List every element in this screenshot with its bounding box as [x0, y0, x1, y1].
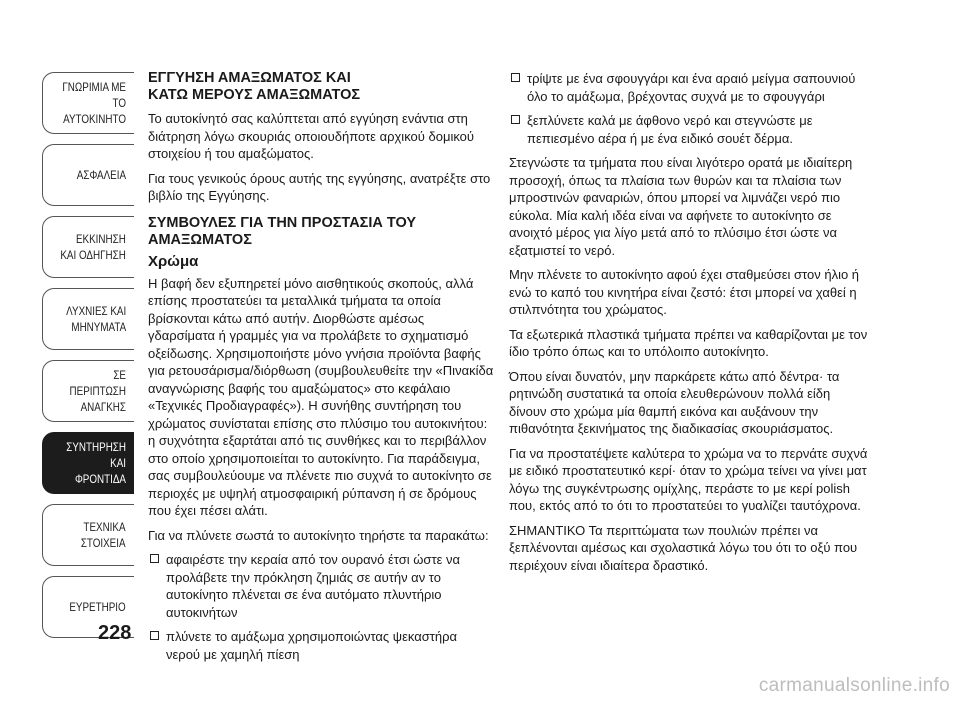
- checkbox-bullet-icon: [150, 554, 159, 563]
- tab-label: ΕΚΚΙΝΗΣΗ ΚΑΙ ΟΔΗΓΗΣΗ: [60, 232, 126, 262]
- paragraph: Το αυτοκίνητό σας καλύπτεται από εγγύηση ενάντια στη διάτρηση λόγω σκουριάς οποιουδήποτε αρχικού δομικού στοιχείου ή του αμαξώματος.: [148, 111, 475, 161]
- section-heading-protection: ΣΥΜΒΟΥΛΕΣ ΓΙΑ ΤΗΝ ΠΡΟΣΤΑΣΙΑ ΤΟΥ ΑΜΑΞΩΜΑΤΟΣ: [148, 214, 417, 248]
- paragraph: Τα εξωτερικά πλαστικά τμήματα πρέπει να καθαρίζονται με τον ίδιο τρόπο όπως και το υπόλοιπο αυτοκίνητο.: [509, 326, 868, 359]
- checkbox-bullet-icon: [511, 115, 520, 124]
- paragraph: Για τους γενικούς όρους αυτής της εγγύησης, ανατρέξτε στο βιβλίο της Εγγύησης.: [148, 170, 491, 203]
- tab-label: ΣΥΝΤΗΡΗΣΗ ΚΑΙ ΦΡΟΝΤΙΔΑ: [66, 440, 126, 486]
- tab-label: ΤΕΧΝΙΚΑ ΣΤΟΙΧΕΙΑ: [81, 520, 126, 550]
- tab-safety[interactable]: [42, 144, 134, 206]
- paragraph: Μην πλένετε το αυτοκίνητο αφού έχει σταθμεύσει στον ήλιο ή ενώ το καπό του κινητήρα είναι ζεστό: έτσι μπορεί να χαθεί η στιλπνότητα του χρώματος.: [509, 267, 860, 317]
- tab-emergency[interactable]: [42, 360, 134, 422]
- tab-label: ΑΣΦΑΛΕΙΑ: [76, 168, 126, 182]
- list-item-text: ξεπλύνετε καλά με άφθονο νερό και στεγνώστε με πεπιεσμένο αέρα ή με ένα ειδικό σουέτ δέρμα.: [527, 113, 813, 146]
- list-item-text: τρίψτε με ένα σφουγγάρι και ένα αραιό μείγμα σαπουνιού όλο το αμάξωμα, βρέχοντας συχνά με το σφουγγάρι: [527, 71, 856, 104]
- section-heading-warranty: ΕΓΓΥΗΣΗ ΑΜΑΞΩΜΑΤΟΣ ΚΑΙ ΚΑΤΩ ΜΕΡΟΥΣ ΑΜΑΞΩΜΑΤΟΣ: [148, 70, 361, 103]
- list-item-text: πλύνετε το αμάξωμα χρησιμοποιώντας ψεκαστήρα νερού με χαμηλή πίεση: [166, 629, 458, 662]
- left-column: [148, 70, 494, 670]
- tab-starting-driving[interactable]: [42, 216, 134, 278]
- paragraph: Για να προστατέψετε καλύτερα το χρώμα να το περνάτε συχνά με ειδικό προστατευτικό κερί· όταν το χρώμα τείνει να γίνει ματ λόγω της συγκέντρωσης ομίχλης, περάστε το με κερί polish που, εκτός από το ότι το προστατεύει το γυαλίζει ταυτόχρονα.: [509, 445, 868, 513]
- tab-label: ΣΕ ΠΕΡΙΠΤΩΣΗ ΑΝΑΓΚΗΣ: [69, 368, 126, 414]
- list-item-text: αφαιρέστε την κεραία από τον ουρανό έτσι ώστε να προλάβετε την πρόκληση ζημιάς σε αυτήν αν το αυτοκίνητο πλένεται σε ένα αυτόματο πλυντήριο αυτοκινήτων: [166, 552, 461, 620]
- tab-label: ΕΥΡΕΤΗΡΙΟ: [69, 600, 126, 614]
- checkbox-bullet-icon: [150, 631, 159, 640]
- paragraph: Για να πλύνετε σωστά το αυτοκίνητο τηρήστε τα παρακάτω:: [148, 527, 489, 543]
- paragraph: Η βαφή δεν εξυπηρετεί μόνο αισθητικούς σκοπούς, αλλά επίσης προστατεύει τα μεταλλικά τμήματα τα οποία βρίσκονται κάτω από αυτήν. Διορθώστε αμέσως γδαρσίματα ή γραμμές για να προλάβετε το σχηματισμό οξείδωσης. Χρησιμοποιήστε μόνο γνήσια προϊόντα βαφής για ρετουσάρισμα/διόρθωση (συμβουλευθείτε την «Πινακίδα αναγνώρισης βαφής του αμαξώματος» στο κεφάλαιο «Τεχνικές Προδιαγραφές»). Η συνήθης συντήρηση του χρώματος συνίσταται επίσης στο πλύσιμο του αυτοκινήτου: η συχνότητα εξαρτάται από τις συνθήκες και το περιβάλλον στο οποίο χρησιμοποιείται το αυτοκίνητο. Για παράδειγμα, σας συμβουλεύουμε να πλένετε πιο συχνά το αυτοκίνητο σε περιοχές με υψηλή ατμοσφαιρική ρύπανση ή σε δρόμους που έχει πέσει αλάτι.: [148, 275, 494, 518]
- page-number: 228: [98, 622, 132, 644]
- watermark: carmanualsonline.info: [758, 675, 950, 696]
- list-item: [148, 628, 494, 663]
- paragraph: Στεγνώστε τα τμήματα που είναι λιγότερο ορατά με ιδιαίτερη προσοχή, όπως τα πλαίσια των θυρών και τα πλαίσια των μπροστινών φαναριών, όπου μπορεί να λιμνάζει νερό πιο εύκολα. Μία καλή ιδέα είναι να αφήνετε το αυτοκίνητο σε ανοιχτό μέρος για λίγο μετά από το πλύσιμο έτσι ώστε να εξατμιστεί το νερό.: [509, 155, 853, 258]
- tab-getting-to-know[interactable]: [42, 72, 134, 134]
- paragraph: Όπου είναι δυνατόν, μην παρκάρετε κάτω από δέντρα· τα ρητινώδη συστατικά τα οποία ελευθερώνουν πολλά είδη δίνουν στο χρώμα μία θαμπή εικόνα και αυξάνουν την πιθανότητα ξεκινήματος της διαδικασίας σκουριάσματος.: [509, 368, 840, 436]
- tab-label: ΛΥΧΝΙΕΣ ΚΑΙ ΜΗΝΥΜΑΤΑ: [65, 304, 126, 334]
- tab-maintenance-care[interactable]: [42, 432, 134, 494]
- right-column: [509, 70, 871, 581]
- chapter-tabs: [42, 72, 134, 648]
- list-item: [509, 112, 871, 147]
- tab-warning-lights[interactable]: [42, 288, 134, 350]
- list-item: [148, 551, 494, 621]
- subheading-paint: Χρώμα: [148, 252, 199, 270]
- tab-label: ΓΝΩΡΙΜΙΑ ΜΕ ΤΟ ΑΥΤΟΚΙΝΗΤΟ: [62, 80, 126, 126]
- tab-technical-data[interactable]: [42, 504, 134, 566]
- checkbox-bullet-icon: [511, 73, 520, 82]
- paragraph-important: ΣΗΜΑΝΤΙΚΟ Τα περιττώματα των πουλιών πρέπει να ξεπλένονται αμέσως και σχολαστικά λόγω του ότι το οξύ που περιέχουν είναι ιδιαίτερα δραστικό.: [509, 522, 858, 573]
- list-item: [509, 70, 871, 105]
